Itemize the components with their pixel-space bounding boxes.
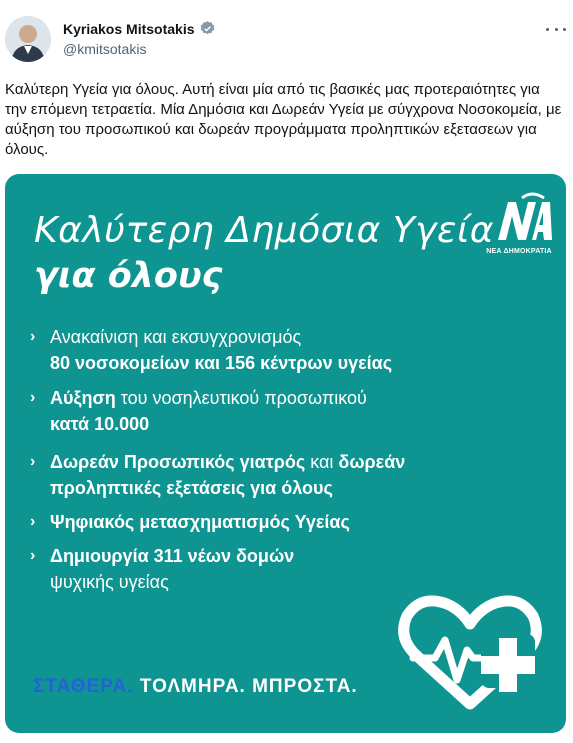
card-subtitle: για όλους bbox=[34, 256, 223, 296]
list-item bbox=[30, 324, 550, 376]
bullet-text-bold: Δωρεάν Προσωπικός γιατρός bbox=[50, 452, 306, 472]
tweet-text: Καλύτερη Υγεία για όλους. Αυτή είναι μία από τις βασικές μας προτεραιότητες για την επόμενη τετραετία. Μία Δημόσια και Δωρεάν Υγεία με σύγχρονα Νοσοκομεία, με αύξηση του προσωπικού και δωρεάν προγράμματα προληπτικών εξετασεων για όλους. bbox=[5, 81, 562, 158]
list-item bbox=[30, 543, 550, 595]
campaign-slogan bbox=[33, 676, 358, 698]
heart-health-icon bbox=[395, 594, 545, 714]
party-logo-caption: ΝΕΑ ΔΗΜΟΚΡΑΤΙΑ bbox=[486, 248, 552, 255]
bullet-text-bold: προληπτικές εξετάσεις για όλους bbox=[50, 478, 333, 498]
chevron-right-icon: › bbox=[30, 328, 36, 345]
bullet-text-bold: Αύξηση bbox=[50, 388, 116, 408]
chevron-right-icon: › bbox=[30, 453, 36, 470]
list-item bbox=[30, 509, 550, 535]
list-item bbox=[30, 449, 550, 501]
avatar[interactable] bbox=[5, 16, 51, 62]
slogan-rest: ΤΟΛΜΗΡΑ. ΜΠΡΟΣΤΑ. bbox=[133, 676, 358, 697]
tweet-header bbox=[0, 0, 573, 70]
bullet-text: ψυχικής υγείας bbox=[50, 572, 169, 592]
author-name[interactable]: Kyriakos Mitsotakis bbox=[63, 20, 195, 37]
bullet-text: Ανακαίνιση και εκσυγχρονισμός bbox=[50, 327, 302, 347]
chevron-right-icon: › bbox=[30, 547, 36, 564]
avatar-photo-icon bbox=[5, 16, 51, 62]
bullet-list bbox=[30, 324, 550, 595]
bullet-text: και bbox=[305, 452, 339, 472]
bullet-text-bold: Δημιουργία 311 νέων δομών bbox=[50, 546, 295, 566]
campaign-image[interactable] bbox=[5, 174, 566, 733]
bullet-text-bold: κατά 10.000 bbox=[50, 414, 150, 434]
list-item bbox=[30, 385, 550, 437]
bullet-text-bold: δωρεάν bbox=[338, 452, 406, 472]
slogan-accent: ΣΤΑΘΕΡΑ. bbox=[33, 676, 134, 697]
author-handle[interactable]: @kmitsotakis bbox=[63, 41, 147, 57]
party-logo-icon bbox=[492, 192, 554, 246]
bullet-text-bold: Ψηφιακός μετασχηματισμός Υγείας bbox=[50, 512, 350, 532]
bullet-text: του νοσηλευτικού προσωπικού bbox=[115, 388, 367, 408]
more-options-icon[interactable] bbox=[546, 22, 566, 36]
bullet-text-bold: 80 νοσοκομείων και 156 κέντρων υγείας bbox=[50, 353, 393, 373]
verified-badge-icon bbox=[199, 20, 216, 37]
chevron-right-icon: › bbox=[30, 389, 36, 406]
card-title: Καλύτερη Δημόσια Υγεία bbox=[34, 210, 494, 251]
chevron-right-icon: › bbox=[30, 513, 36, 530]
